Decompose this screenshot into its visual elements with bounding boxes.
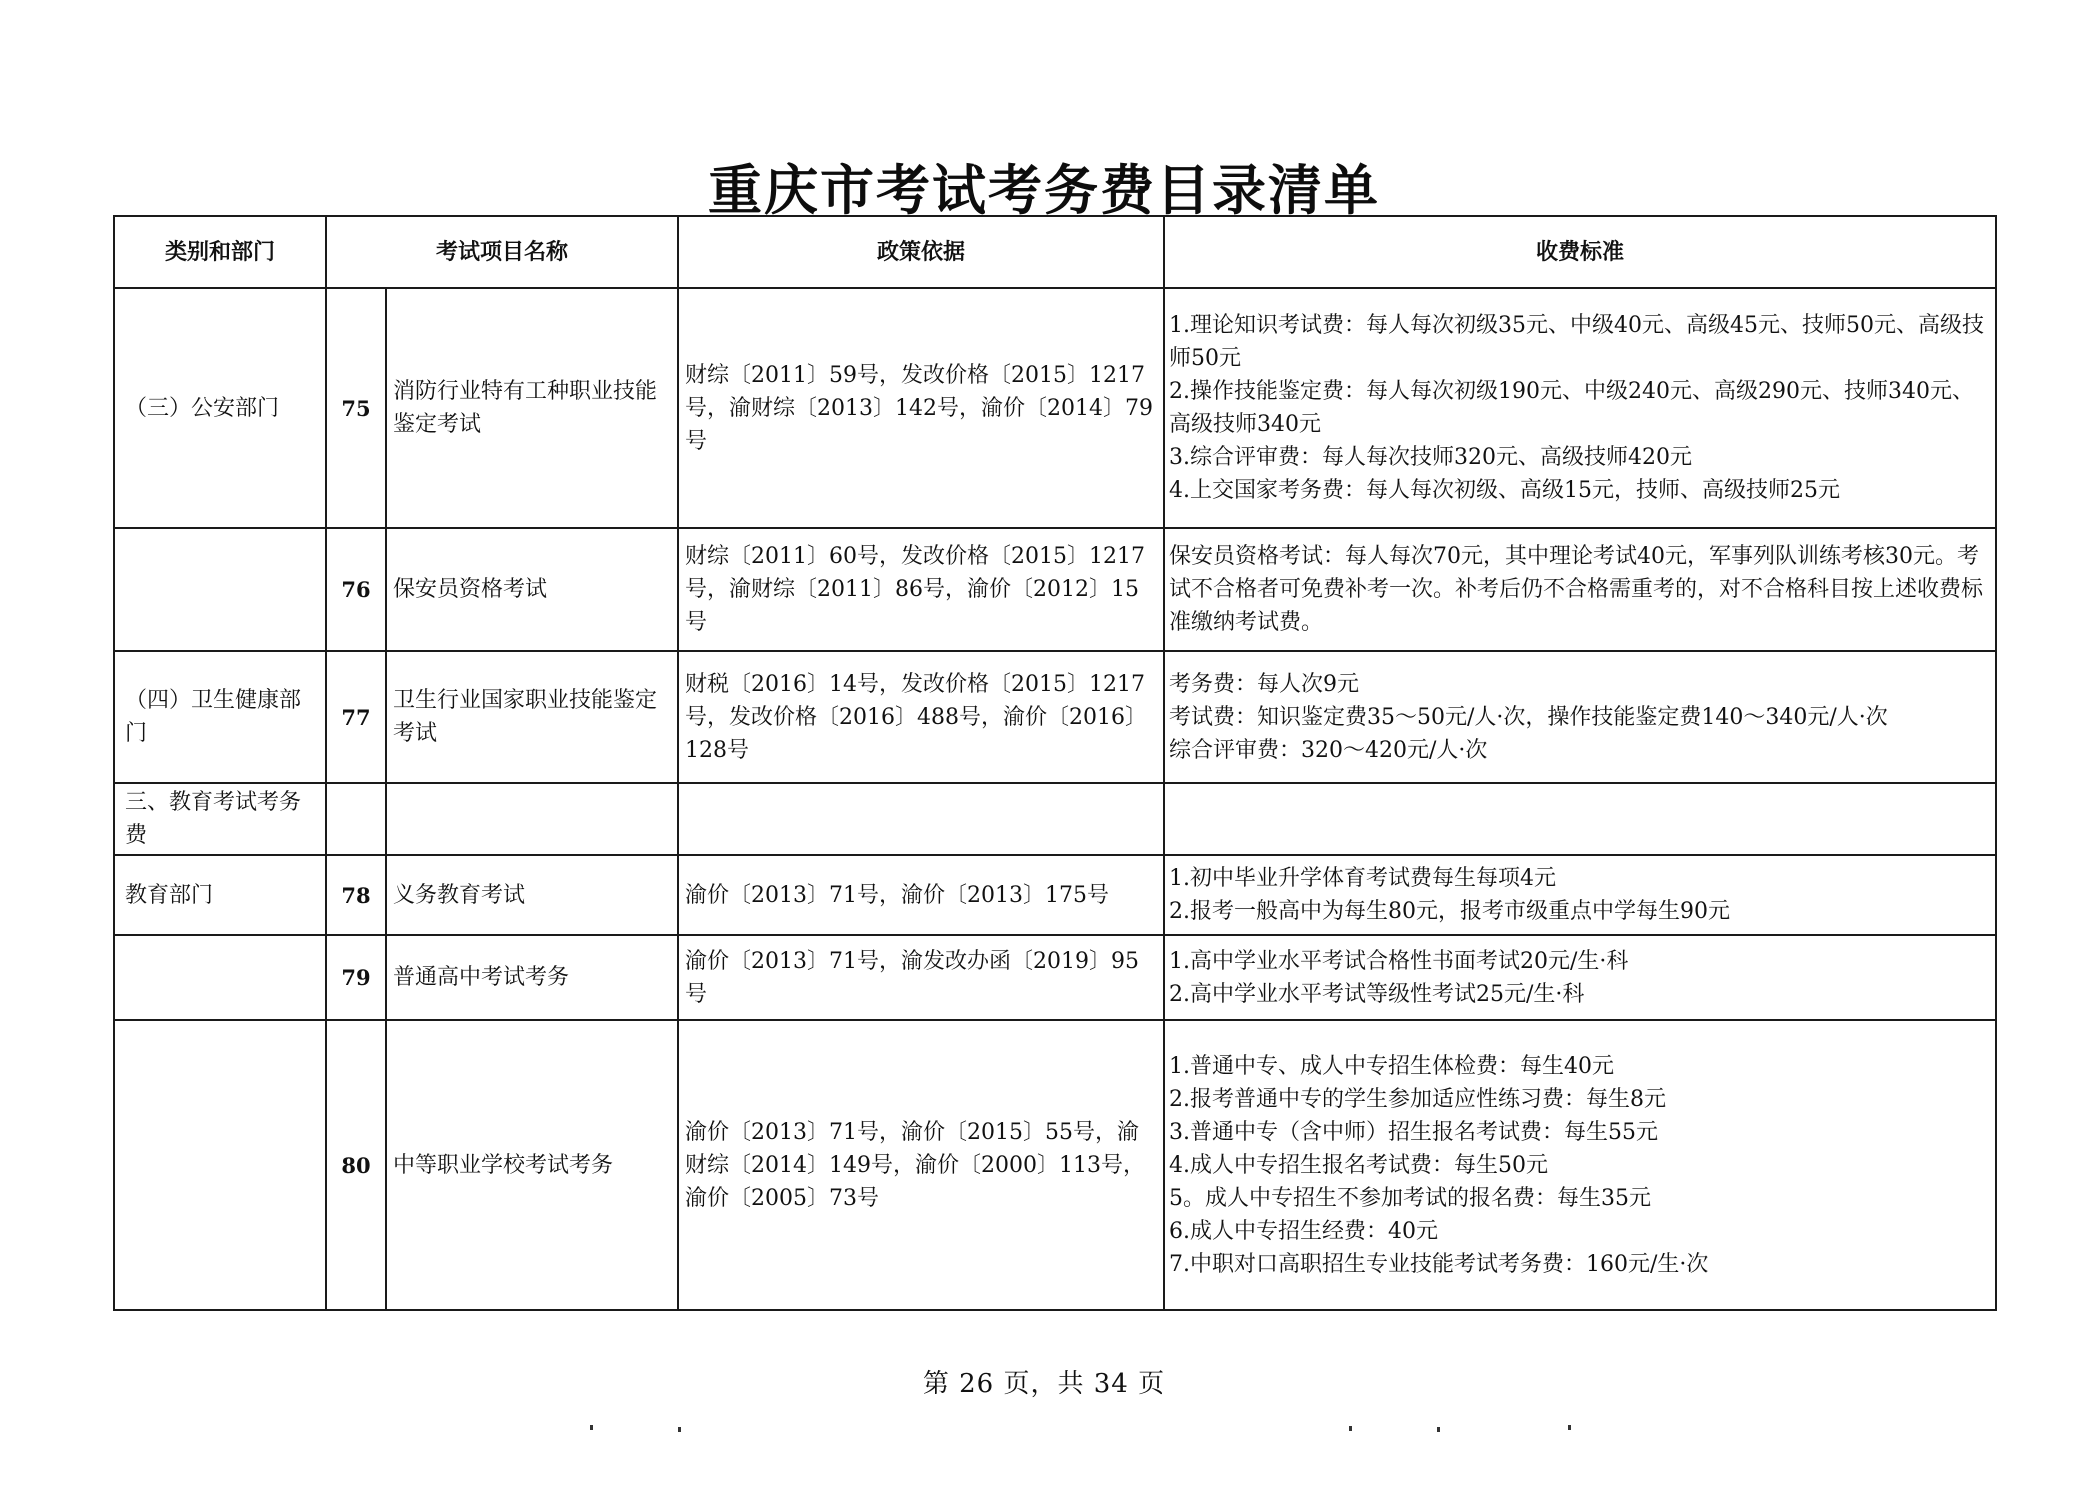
exam-name-cell: 卫生行业国家职业技能鉴定考试 xyxy=(386,651,678,783)
exam-name-cell: 普通高中考试考务 xyxy=(386,935,678,1020)
empty-cell xyxy=(386,783,678,855)
item-number: 80 xyxy=(326,1020,386,1310)
fee-cell xyxy=(1164,935,1996,1020)
fee-line: 2.操作技能鉴定费：每人每次初级190元、中级240元、高级290元、技师340元、高级技师340元 xyxy=(1169,379,1974,437)
item-number: 78 xyxy=(326,855,386,935)
scan-speck xyxy=(678,1427,681,1432)
fee-line: 6.成人中专招生经费：40元 xyxy=(1169,1218,1439,1244)
empty-cell xyxy=(326,783,386,855)
fee-line: 3.普通中专（含中师）招生报名考试费：每生55元 xyxy=(1169,1119,1659,1145)
fee-cell xyxy=(1164,855,1996,935)
fee-line: 5。成人中专招生不参加考试的报名费：每生35元 xyxy=(1169,1185,1652,1211)
item-number: 75 xyxy=(326,288,386,528)
category-cell xyxy=(114,1020,326,1310)
fee-line: 2.报考普通中专的学生参加适应性练习费：每生8元 xyxy=(1169,1086,1667,1112)
fee-line: 考务费：每人次9元 xyxy=(1169,671,1360,697)
category-cell: （四）卫生健康部门 xyxy=(114,651,326,783)
item-number: 77 xyxy=(326,651,386,783)
section-title-cell: 三、教育考试考务费 xyxy=(114,783,326,855)
table-row xyxy=(114,651,1996,783)
section-row xyxy=(114,783,1996,855)
category-cell: 教育部门 xyxy=(114,855,326,935)
policy-cell: 财综〔2011〕60号，发改价格〔2015〕1217号，渝财综〔2011〕86号，渝价〔2012〕15号 xyxy=(678,528,1164,651)
page-number-footer: 第 26 页，共 34 页 xyxy=(922,1369,1166,1399)
empty-cell xyxy=(678,783,1164,855)
fee-line: 考试费：知识鉴定费35～50元/人·次，操作技能鉴定费140～340元/人·次 xyxy=(1169,704,1888,730)
fee-line: 3.综合评审费：每人每次技师320元、高级技师420元 xyxy=(1169,445,1692,470)
header-policy: 政策依据 xyxy=(678,216,1164,288)
fee-cell xyxy=(1164,288,1996,528)
fee-line: 1.初中毕业升学体育考试费每生每项4元 xyxy=(1169,866,1557,891)
category-cell xyxy=(114,528,326,651)
fee-line: 7.中职对口高职招生专业技能考试考务费：160元/生·次 xyxy=(1169,1251,1709,1277)
table-row xyxy=(114,1020,1996,1310)
table-row xyxy=(114,528,1996,651)
policy-cell: 财税〔2016〕14号，发改价格〔2015〕1217号，发改价格〔2016〕488号，渝价〔2016〕128号 xyxy=(678,651,1164,783)
fee-cell xyxy=(1164,528,1996,651)
fee-cell xyxy=(1164,651,1996,783)
table-header-row xyxy=(114,216,1996,288)
item-number: 76 xyxy=(326,528,386,651)
fee-cell xyxy=(1164,1020,1996,1310)
exam-name-cell: 保安员资格考试 xyxy=(386,528,678,651)
scan-speck xyxy=(1437,1427,1440,1432)
scan-speck xyxy=(1568,1425,1571,1430)
header-exam-name: 考试项目名称 xyxy=(326,216,678,288)
category-cell xyxy=(114,935,326,1020)
fee-line: 4.上交国家考务费：每人每次初级、高级15元，技师、高级技师25元 xyxy=(1169,478,1840,503)
fee-line: 1.理论知识考试费：每人每次初级35元、中级40元、高级45元、技师50元、高级技师50元 xyxy=(1169,313,1984,371)
policy-cell: 渝价〔2013〕71号，渝价〔2013〕175号 xyxy=(678,855,1164,935)
fee-line: 1.普通中专、成人中专招生体检费：每生40元 xyxy=(1169,1053,1615,1079)
fee-line: 综合评审费：320～420元/人·次 xyxy=(1169,737,1488,763)
page-title: 重庆市考试考务费目录清单 xyxy=(708,159,1380,222)
table-row xyxy=(114,855,1996,935)
fee-line: 2.高中学业水平考试等级性考试25元/生·科 xyxy=(1169,981,1585,1007)
scan-speck xyxy=(1349,1426,1352,1431)
table-row xyxy=(114,935,1996,1020)
fee-line: 2.报考一般高中为每生80元，报考市级重点中学每生90元 xyxy=(1169,899,1730,924)
category-cell: （三）公安部门 xyxy=(114,288,326,528)
policy-cell: 财综〔2011〕59号，发改价格〔2015〕1217号，渝财综〔2013〕142号，渝价〔2014〕79号 xyxy=(678,288,1164,528)
fee-line: 1.高中学业水平考试合格性书面考试20元/生·科 xyxy=(1169,948,1629,974)
policy-cell: 渝价〔2013〕71号，渝发改办函〔2019〕95号 xyxy=(678,935,1164,1020)
fee-line: 4.成人中专招生报名考试费：每生50元 xyxy=(1169,1152,1549,1178)
exam-name-cell: 义务教育考试 xyxy=(386,855,678,935)
table-row xyxy=(114,288,1996,528)
scan-speck xyxy=(590,1425,593,1430)
policy-cell: 渝价〔2013〕71号，渝价〔2015〕55号，渝财综〔2014〕149号，渝价〔2000〕113号，渝价〔2005〕73号 xyxy=(678,1020,1164,1310)
exam-name-cell: 中等职业学校考试考务 xyxy=(386,1020,678,1310)
header-fee: 收费标准 xyxy=(1164,216,1996,288)
item-number: 79 xyxy=(326,935,386,1020)
empty-cell xyxy=(1164,783,1996,855)
fee-catalog-table xyxy=(113,215,1997,1311)
header-category: 类别和部门 xyxy=(114,216,326,288)
fee-line: 保安员资格考试：每人每次70元，其中理论考试40元，军事列队训练考核30元。考试不合格者可免费补考一次。补考后仍不合格需重考的，对不合格科目按上述收费标准缴纳考试费。 xyxy=(1169,544,1984,635)
exam-name-cell: 消防行业特有工种职业技能鉴定考试 xyxy=(386,288,678,528)
